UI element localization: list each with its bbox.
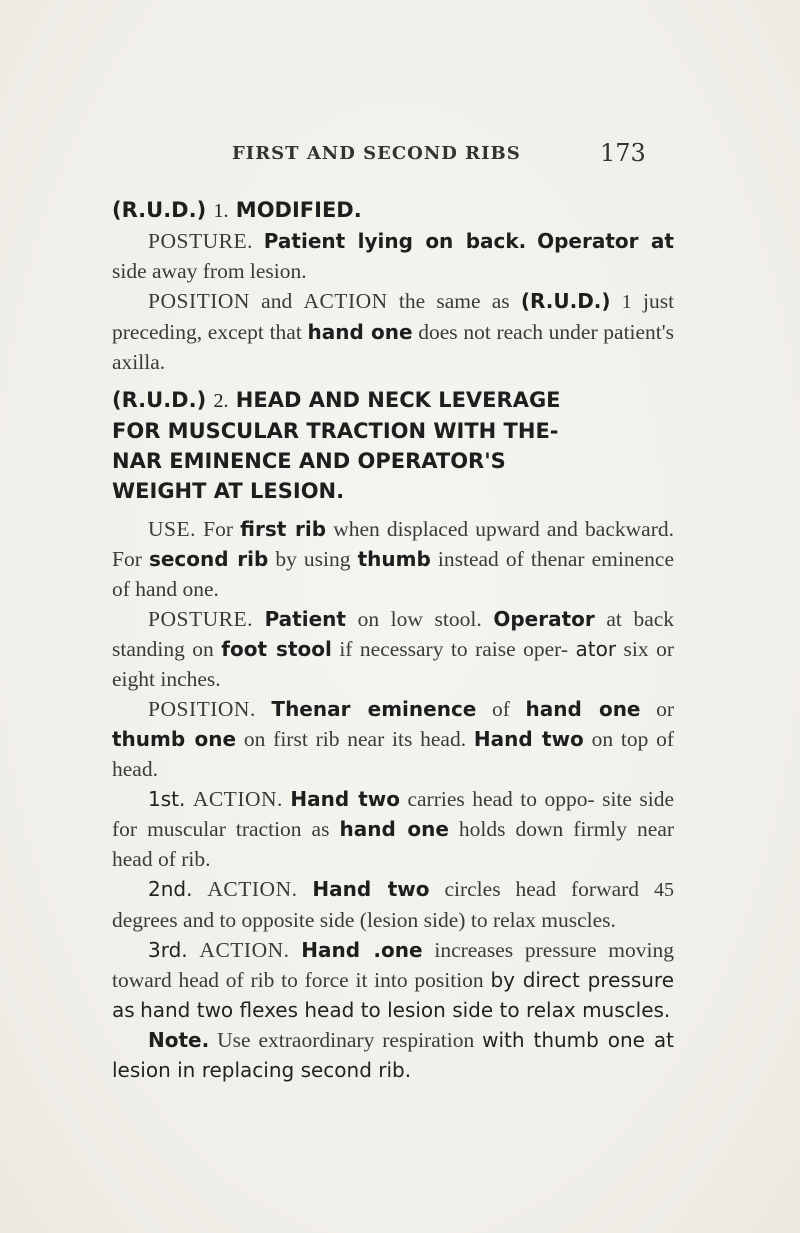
s2-posture-b4: ator: [575, 637, 617, 661]
s2-use-t4: instead of thenar eminence of hand one.: [112, 547, 675, 601]
s2-posture-b2: Operator: [493, 607, 595, 631]
s2-use-head: USE.: [148, 517, 196, 541]
s2-action2-b2: 45: [654, 879, 674, 901]
s2-position-t3: on first rib near its head.: [243, 727, 467, 751]
s2-action2-b1: Hand two: [312, 877, 430, 901]
s2-action3-b2: by direct pressure as: [112, 968, 675, 1022]
s2-position-head: POSITION.: [148, 697, 256, 721]
s2-action1-t2: side for muscular traction as: [112, 787, 675, 841]
s2-position-t2: or: [656, 697, 675, 721]
s2-action3-ordinal: 3rd.: [148, 938, 188, 962]
section-1-number: 1.: [213, 200, 229, 222]
page-body: [112, 195, 674, 1085]
s2-posture-t2: at back standing on: [112, 607, 675, 661]
s1-position-t5: does not reach under patient's axilla.: [112, 320, 675, 374]
s2-posture-t1: on low stool.: [357, 607, 482, 631]
s1-position-t3: 1: [621, 291, 632, 313]
section-2-title-line1: HEAD AND NECK LEVERAGE: [235, 388, 561, 412]
s2-action1-ordinal: 1st.: [148, 787, 186, 811]
section-2-title-line4: WEIGHT AT LESION.: [112, 479, 345, 503]
s2-action1-t3: holds down firmly near head of rib.: [112, 817, 675, 871]
section-1-heading: [112, 195, 674, 226]
section-2-number: 2.: [213, 390, 229, 412]
s1-posture-t3: side away from lesion.: [112, 259, 307, 283]
s2-use-b3: thumb: [357, 547, 431, 571]
running-title: FIRST AND SECOND RIBS: [232, 143, 521, 164]
s2-use-b2: second rib: [148, 547, 269, 571]
s2-note-t1: Use extraordinary respiration: [217, 1028, 475, 1052]
s1-position-bold: hand one: [307, 320, 413, 344]
s2-position-b4: Hand two: [473, 727, 584, 751]
s2-posture-t4: six or eight inches.: [112, 637, 674, 691]
s2-action2-ordinal: 2nd.: [148, 877, 193, 901]
s2-note-b1: with thumb one at lesion in replacing second rib.: [112, 1028, 675, 1082]
s2-action1-t1: carries head to oppo-: [407, 787, 595, 811]
s2-position-b1: Thenar eminence: [271, 697, 477, 721]
s1-position-head: POSITION: [148, 289, 250, 313]
s1-posture-t2: Operator at: [537, 229, 674, 253]
section-2-label: (R.U.D.): [112, 388, 207, 412]
s2-action2-head: ACTION.: [207, 877, 298, 901]
s2-action2-paragraph: [112, 874, 674, 935]
s2-use-paragraph: [112, 514, 674, 604]
s2-action2-t1: circles head forward: [444, 877, 640, 901]
s2-action1-b3: hand one: [339, 817, 449, 841]
s2-position-paragraph: [112, 694, 674, 784]
s2-position-t1: of: [491, 697, 510, 721]
s1-position-label: (R.U.D.): [520, 289, 611, 313]
s2-action3-t1: increases pressure moving toward head of rib to force it into position: [112, 938, 674, 992]
section-2-title-line3: NAR EMINENCE AND OPERATOR'S: [112, 449, 506, 473]
s2-posture-b3: foot stool: [221, 637, 332, 661]
s2-note-head: Note.: [148, 1028, 210, 1052]
s2-action3-head: ACTION.: [199, 938, 290, 962]
s1-posture-head: POSTURE.: [148, 229, 253, 253]
s2-use-b1: first rib: [240, 517, 327, 541]
s2-posture-b1: Patient: [264, 607, 346, 631]
s2-posture-t3: if necessary to raise oper-: [339, 637, 569, 661]
s2-use-t2: when displaced upward and backward. For: [112, 517, 674, 571]
s2-action1-paragraph: [112, 784, 674, 874]
s2-action3-b3: hand two flexes head to lesion side to relax muscles.: [140, 998, 671, 1022]
section-2-heading: [112, 385, 674, 416]
s2-action3-b1: Hand .one: [301, 938, 423, 962]
section-1-label: (R.U.D.): [112, 198, 207, 222]
s1-position-t1: and: [261, 289, 293, 313]
s1-position-t4: just preceding, except that: [112, 289, 675, 344]
s1-position-t2: the same as: [398, 289, 510, 313]
s2-posture-head: POSTURE.: [148, 607, 253, 631]
s2-position-b3: thumb one: [112, 727, 237, 751]
s2-action1-b1: Hand two: [290, 787, 400, 811]
s1-position-paragraph: [112, 286, 674, 377]
page-number: 173: [600, 139, 646, 167]
s2-action2-t2: degrees and to opposite side (lesion side) to relax muscles.: [112, 908, 616, 932]
s1-posture-paragraph: [112, 226, 674, 286]
s2-position-t4: on top of head.: [112, 727, 675, 781]
s1-position-head2: ACTION: [303, 289, 388, 313]
section-2-title-line2: FOR MUSCULAR TRACTION WITH THE-: [112, 419, 559, 443]
s2-action1-head: ACTION.: [192, 787, 283, 811]
s1-posture-t1: Patient lying on back.: [263, 229, 527, 253]
s2-posture-paragraph: [112, 604, 674, 694]
s2-use-t3: by using: [275, 547, 351, 571]
s2-note-paragraph: [112, 1025, 674, 1085]
section-1-title: MODIFIED.: [235, 198, 362, 222]
s2-action1-b2: site: [602, 787, 632, 811]
s2-action3-paragraph: [112, 935, 674, 1025]
s2-use-t1: For: [203, 517, 234, 541]
s2-position-b2: hand one: [525, 697, 641, 721]
